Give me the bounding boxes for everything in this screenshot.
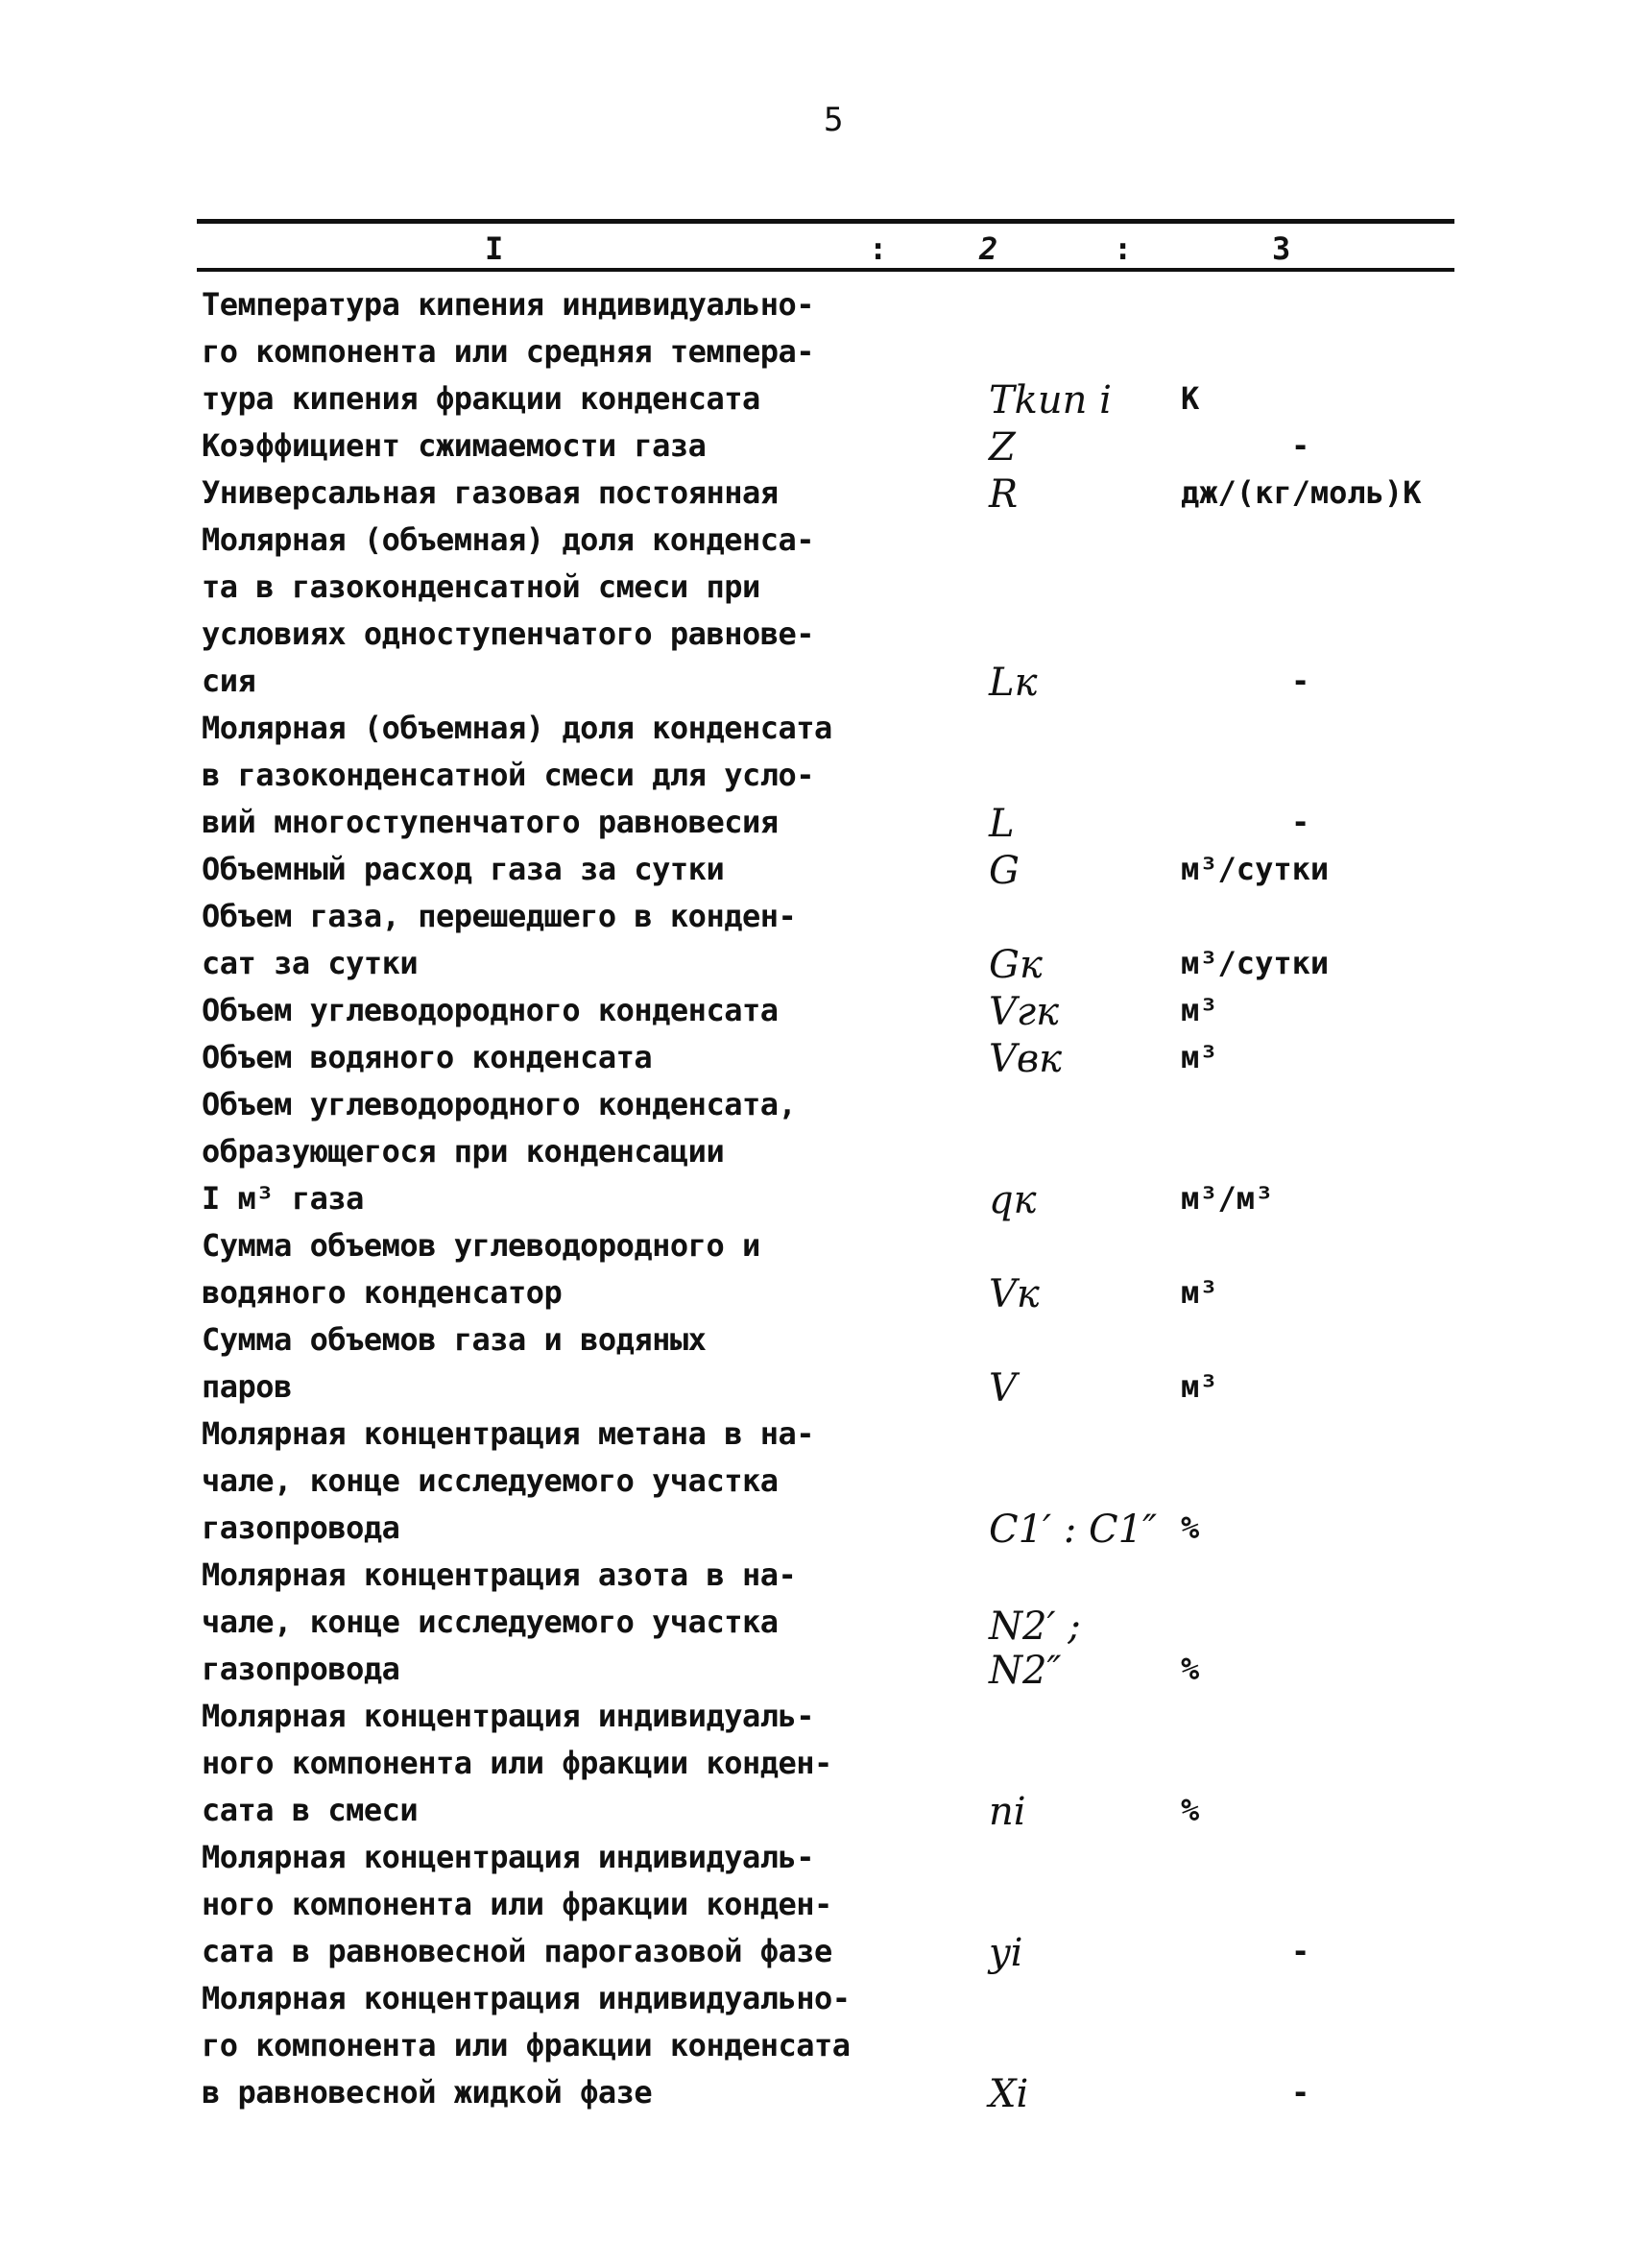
row-unit: м³/сутки	[1181, 945, 1330, 981]
row-unit: дж/(кг/моль)К	[1181, 474, 1422, 511]
row-description: Универсальная газовая постоянная	[202, 474, 779, 511]
row-symbol: Lк	[989, 661, 1038, 705]
row-description: Молярная (объемная) доля конденсата в газоконденсатной смеси для усло- вий многоступенчатого равновесия	[202, 710, 832, 840]
row-symbol: ni	[989, 1790, 1026, 1834]
row-unit: -	[1291, 427, 1310, 464]
row-description: Объем углеводородного конденсата	[202, 992, 779, 1028]
row-symbol: Xi	[989, 2072, 1029, 2116]
table-row	[202, 1411, 1450, 1552]
table-row	[202, 1552, 1450, 1693]
row-symbol: Vгк	[989, 990, 1059, 1034]
row-description: Молярная (объемная) доля конденса- та в газоконденсатной смеси при условиях одноступенчатого равнове- сия	[202, 521, 815, 699]
row-unit: м³	[1181, 1039, 1218, 1075]
table-row	[202, 846, 1450, 893]
row-symbol: qк	[989, 1178, 1037, 1222]
row-description: Объемный расход газа за сутки	[202, 851, 725, 887]
header-col-3: 3	[1272, 230, 1291, 267]
row-symbol: G	[989, 849, 1020, 893]
row-symbol: Tkип i	[989, 378, 1112, 422]
table-row	[202, 893, 1450, 987]
page-number: 5	[824, 101, 844, 139]
row-symbol: Vк	[989, 1272, 1040, 1316]
table-row	[202, 1034, 1450, 1081]
row-unit: -	[1291, 2074, 1310, 2111]
row-unit: %	[1181, 1792, 1200, 1828]
row-description: Объем углеводородного конденсата, образующегося при конденсации I м³ газа	[202, 1086, 797, 1217]
table-row	[202, 1222, 1450, 1316]
row-description: Сумма объемов газа и водяных паров	[202, 1321, 707, 1405]
table-row	[202, 422, 1450, 470]
row-unit: -	[1291, 1933, 1310, 1969]
row-unit: К	[1181, 380, 1200, 417]
header-col-1: I	[485, 230, 504, 267]
row-unit: м³	[1181, 1368, 1218, 1405]
row-unit: м³/м³	[1181, 1180, 1274, 1217]
header-col-2: 2	[979, 230, 998, 267]
row-symbol: V	[989, 1366, 1017, 1411]
header-separator-1: :	[869, 230, 888, 267]
table-row	[202, 1316, 1450, 1411]
row-symbol: N2′ ; N2″	[989, 1604, 1081, 1693]
row-unit: м³	[1181, 992, 1218, 1028]
table-row	[202, 987, 1450, 1034]
row-description: Объем водяного конденсата	[202, 1039, 653, 1075]
row-description: Молярная концентрация азота в на- чале, конце исследуемого участка газопровода	[202, 1556, 797, 1687]
row-symbol: Vвк	[989, 1037, 1063, 1081]
table-row	[202, 517, 1450, 705]
row-description: Молярная концентрация индивидуально- го компонента или фракции конденсата в равновесной жидкой фазе	[202, 1980, 851, 2111]
table-row	[202, 1081, 1450, 1222]
row-unit: м³/сутки	[1181, 851, 1330, 887]
row-description: Сумма объемов углеводородного и водяного конденсатор	[202, 1227, 760, 1311]
row-description: Объем газа, перешедшего в конден- сат за сутки	[202, 898, 797, 981]
row-symbol: Z	[989, 425, 1016, 470]
row-description: Молярная концентрация индивидуаль- ного компонента или фракции конден- сата в равновесной парогазовой фазе	[202, 1839, 832, 1969]
row-symbol: Gк	[989, 943, 1043, 987]
table-row	[202, 1975, 1450, 2116]
table-row	[202, 705, 1450, 846]
row-description: Температура кипения индивидуально- го компонента или средняя темпера- тура кипения фракции конденсата	[202, 286, 815, 417]
row-description: Молярная концентрация метана в на- чале, конце исследуемого участка газопровода	[202, 1415, 815, 1546]
header-separator-2: :	[1114, 230, 1133, 267]
table-body	[202, 281, 1450, 2116]
table-header-rule	[197, 268, 1454, 272]
table-row	[202, 1693, 1450, 1834]
table-top-rule	[197, 219, 1454, 224]
row-description: Коэффициент сжимаемости газа	[202, 427, 707, 464]
row-unit: -	[1291, 804, 1310, 840]
row-unit: -	[1291, 663, 1310, 699]
row-description: Молярная концентрация индивидуаль- ного компонента или фракции конден- сата в смеси	[202, 1698, 832, 1828]
row-unit: %	[1181, 1651, 1200, 1687]
table-row	[202, 470, 1450, 517]
row-symbol: yi	[989, 1931, 1023, 1975]
table-row	[202, 281, 1450, 422]
row-unit: %	[1181, 1509, 1200, 1546]
row-unit: м³	[1181, 1274, 1218, 1311]
row-symbol: L	[989, 802, 1015, 846]
row-symbol: C1′ : C1″	[989, 1508, 1158, 1552]
table-row	[202, 1834, 1450, 1975]
row-symbol: R	[989, 472, 1019, 517]
